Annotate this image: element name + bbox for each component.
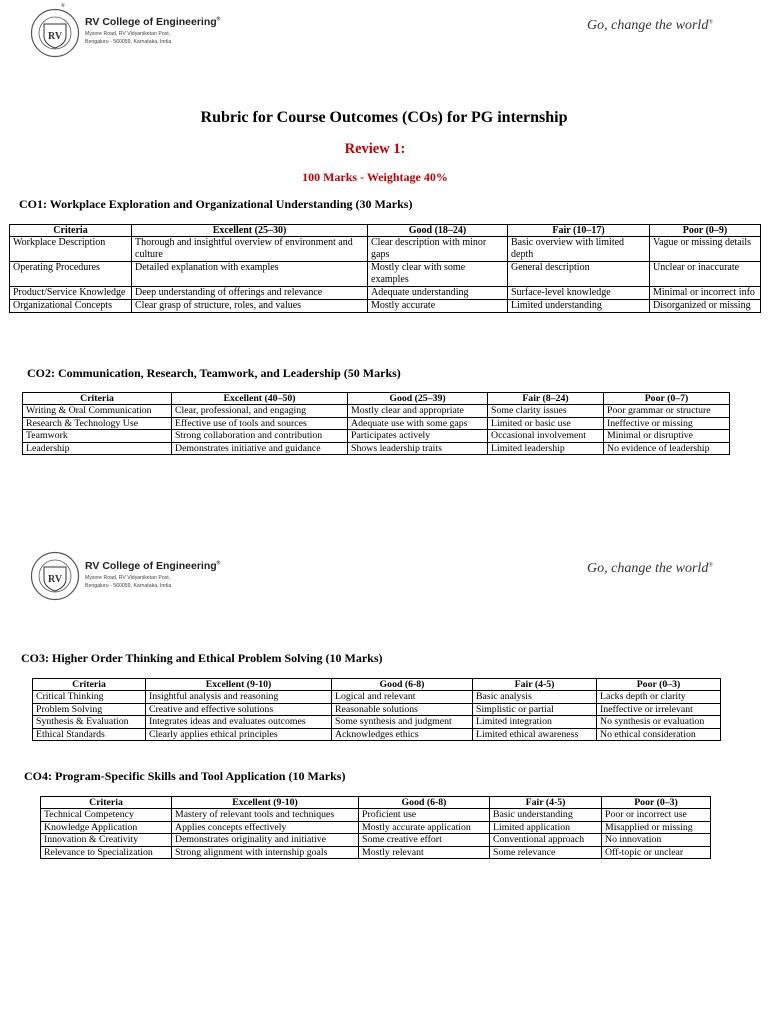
table-cell: Ineffective or irrelevant xyxy=(597,703,721,715)
header-cell: Excellent (25–30) xyxy=(132,225,368,237)
table-cell: Clear, professional, and engaging xyxy=(172,405,348,417)
table-cell: Innovation & Creativity xyxy=(41,834,172,846)
header-cell: Good (18–24) xyxy=(368,225,508,237)
table-cell: Some synthesis and judgment xyxy=(332,716,473,728)
table-cell: Off-topic or unclear xyxy=(602,846,711,858)
table-cell: Occasional involvement xyxy=(488,430,604,442)
table-cell: Surface-level knowledge xyxy=(508,287,650,300)
table-cell: Writing & Oral Communication xyxy=(23,405,172,417)
table-cell: Some relevance xyxy=(490,846,602,858)
table-cell: Adequate use with some gaps xyxy=(348,417,488,429)
header-cell: Poor (0–7) xyxy=(604,393,730,405)
co2-table xyxy=(22,392,730,455)
table-row xyxy=(23,405,730,417)
table-cell: Demonstrates initiative and guidance xyxy=(172,442,348,454)
table-cell: Relevance to Specialization xyxy=(41,846,172,858)
table-cell: No ethical consideration xyxy=(597,728,721,740)
table-cell: Strong alignment with internship goals xyxy=(172,846,359,858)
table-cell: Operating Procedures xyxy=(10,262,132,287)
table-cell: Basic overview with limited depth xyxy=(508,237,650,262)
table-cell: Problem Solving xyxy=(33,703,146,715)
table-row xyxy=(41,846,711,858)
table-cell: Thorough and insightful overview of environment and culture xyxy=(132,237,368,262)
header-cell: Criteria xyxy=(41,797,172,809)
table-cell: Creative and effective solutions xyxy=(146,703,332,715)
header-cell: Poor (0–3) xyxy=(597,679,721,691)
header-cell: Poor (0–9) xyxy=(650,225,761,237)
table-cell: Unclear or inaccurate xyxy=(650,262,761,287)
co1-table xyxy=(9,224,761,313)
table-cell: Clearly applies ethical principles xyxy=(146,728,332,740)
table-cell: Proficient use xyxy=(359,809,490,821)
table-cell: Effective use of tools and sources xyxy=(172,417,348,429)
tagline: Go, change the world® xyxy=(587,561,713,576)
header-cell: Fair (4-5) xyxy=(490,797,602,809)
tagline: Go, change the world® xyxy=(587,18,713,33)
table-cell: Leadership xyxy=(23,442,172,454)
table-cell: Mostly clear with some examples xyxy=(368,262,508,287)
table-header-row xyxy=(41,797,711,809)
header-cell: Fair (10–17) xyxy=(508,225,650,237)
table-header-row xyxy=(23,393,730,405)
table-row xyxy=(33,716,721,728)
table-cell: Logical and relevant xyxy=(332,691,473,703)
table-row xyxy=(10,237,761,262)
table-cell: Poor grammar or structure xyxy=(604,405,730,417)
table-cell: Synthesis & Evaluation xyxy=(33,716,146,728)
table-row xyxy=(10,300,761,313)
table-cell: Ethical Standards xyxy=(33,728,146,740)
header-cell: Poor (0–3) xyxy=(602,797,711,809)
table-cell: Insightful analysis and reasoning xyxy=(146,691,332,703)
table-cell: Lacks depth or clarity xyxy=(597,691,721,703)
table-cell: Mostly accurate xyxy=(368,300,508,313)
table-cell: Limited understanding xyxy=(508,300,650,313)
letterhead-second xyxy=(30,551,80,606)
table-cell: Disorganized or missing xyxy=(650,300,761,313)
table-cell: Applies concepts effectively xyxy=(172,821,359,833)
table-header-row xyxy=(10,225,761,237)
college-logo-icon xyxy=(30,551,80,601)
table-cell: Mostly accurate application xyxy=(359,821,490,833)
table-cell: Vague or missing details xyxy=(650,237,761,262)
table-cell: Teamwork xyxy=(23,430,172,442)
header-cell: Good (25–39) xyxy=(348,393,488,405)
table-cell: Clear grasp of structure, roles, and values xyxy=(132,300,368,313)
table-cell: Ineffective or missing xyxy=(604,417,730,429)
table-row xyxy=(33,728,721,740)
header-cell: Criteria xyxy=(23,393,172,405)
page-title: Rubric for Course Outcomes (COs) for PG internship xyxy=(200,109,568,126)
co4-table xyxy=(40,796,711,859)
table-cell: Limited ethical awareness xyxy=(473,728,597,740)
logo-text: RV xyxy=(47,574,63,585)
table-cell: Basic analysis xyxy=(473,691,597,703)
table-row xyxy=(10,262,761,287)
table-cell: Limited integration xyxy=(473,716,597,728)
table-cell: Strong collaboration and contribution xyxy=(172,430,348,442)
table-cell: Some creative effort xyxy=(359,834,490,846)
table-cell: Limited application xyxy=(490,821,602,833)
table-row xyxy=(41,834,711,846)
table-header-row xyxy=(33,679,721,691)
header-cell: Criteria xyxy=(10,225,132,237)
co1-heading: CO1: Workplace Exploration and Organizational Understanding (30 Marks) xyxy=(19,197,413,211)
table-cell: Simplistic or partial xyxy=(473,703,597,715)
table-row xyxy=(23,417,730,429)
header-cell: Good (6-8) xyxy=(359,797,490,809)
review-heading: Review 1: xyxy=(344,141,406,157)
co4-heading: CO4: Program-Specific Skills and Tool Application (10 Marks) xyxy=(24,769,346,783)
header-cell: Excellent (9-10) xyxy=(146,679,332,691)
table-cell: Limited or basic use xyxy=(488,417,604,429)
table-cell: Technical Competency xyxy=(41,809,172,821)
table-cell: Participates actively xyxy=(348,430,488,442)
table-cell: Poor or incorrect use xyxy=(602,809,711,821)
table-cell: Limited leadership xyxy=(488,442,604,454)
table-cell: No synthesis or evaluation xyxy=(597,716,721,728)
table-cell: Basic understanding xyxy=(490,809,602,821)
college-name: RV College of Engineering® xyxy=(85,16,221,28)
table-row xyxy=(10,287,761,300)
table-row xyxy=(23,442,730,454)
table-row xyxy=(41,821,711,833)
table-cell: Mastery of relevant tools and techniques xyxy=(172,809,359,821)
table-row xyxy=(23,430,730,442)
header-cell: Good (6-8) xyxy=(332,679,473,691)
college-address: Mysore Road, RV Vidyaniketan Post, Bengaluru - 560059, Karnataka, India xyxy=(85,575,172,589)
table-row xyxy=(33,703,721,715)
table-cell: Research & Technology Use xyxy=(23,417,172,429)
table-cell: Organizational Concepts xyxy=(10,300,132,313)
table-cell: General description xyxy=(508,262,650,287)
logo-text: RV xyxy=(47,31,63,42)
table-row xyxy=(33,691,721,703)
table-cell: Conventional approach xyxy=(490,834,602,846)
table-cell: Minimal or disruptive xyxy=(604,430,730,442)
table-row xyxy=(41,809,711,821)
table-cell: Mostly clear and appropriate xyxy=(348,405,488,417)
co3-heading: CO3: Higher Order Thinking and Ethical Problem Solving (10 Marks) xyxy=(21,651,383,665)
table-cell: Misapplied or missing xyxy=(602,821,711,833)
college-name: RV College of Engineering® xyxy=(85,560,221,572)
table-cell: Knowledge Application xyxy=(41,821,172,833)
table-cell: Acknowledges ethics xyxy=(332,728,473,740)
co3-table xyxy=(32,678,721,741)
table-cell: Minimal or incorrect info xyxy=(650,287,761,300)
college-address: Mysore Road, RV Vidyaniketan Post, Bengaluru - 560059, Karnataka, India xyxy=(85,31,172,45)
table-cell: Product/Service Knowledge xyxy=(10,287,132,300)
logo-reg-mark: ® xyxy=(61,4,65,9)
table-cell: Workplace Description xyxy=(10,237,132,262)
table-cell: Shows leadership traits xyxy=(348,442,488,454)
header-cell: Excellent (40–50) xyxy=(172,393,348,405)
header-cell: Excellent (9-10) xyxy=(172,797,359,809)
table-cell: Integrates ideas and evaluates outcomes xyxy=(146,716,332,728)
header-cell: Fair (8–24) xyxy=(488,393,604,405)
table-cell: No innovation xyxy=(602,834,711,846)
table-cell: Adequate understanding xyxy=(368,287,508,300)
table-cell: Reasonable solutions xyxy=(332,703,473,715)
header-cell: Criteria xyxy=(33,679,146,691)
table-cell: Deep understanding of offerings and relevance xyxy=(132,287,368,300)
marks-weightage: 100 Marks - Weightage 40% xyxy=(302,170,448,184)
table-cell: Demonstrates originality and initiative xyxy=(172,834,359,846)
table-cell: Critical Thinking xyxy=(33,691,146,703)
table-cell: Some clarity issues xyxy=(488,405,604,417)
table-cell: Detailed explanation with examples xyxy=(132,262,368,287)
header-cell: Fair (4-5) xyxy=(473,679,597,691)
table-cell: Clear description with minor gaps xyxy=(368,237,508,262)
college-logo-icon xyxy=(30,8,80,58)
co2-heading: CO2: Communication, Research, Teamwork, and Leadership (50 Marks) xyxy=(27,366,401,380)
table-cell: Mostly relevant xyxy=(359,846,490,858)
table-cell: No evidence of leadership xyxy=(604,442,730,454)
letterhead-top xyxy=(30,8,80,63)
